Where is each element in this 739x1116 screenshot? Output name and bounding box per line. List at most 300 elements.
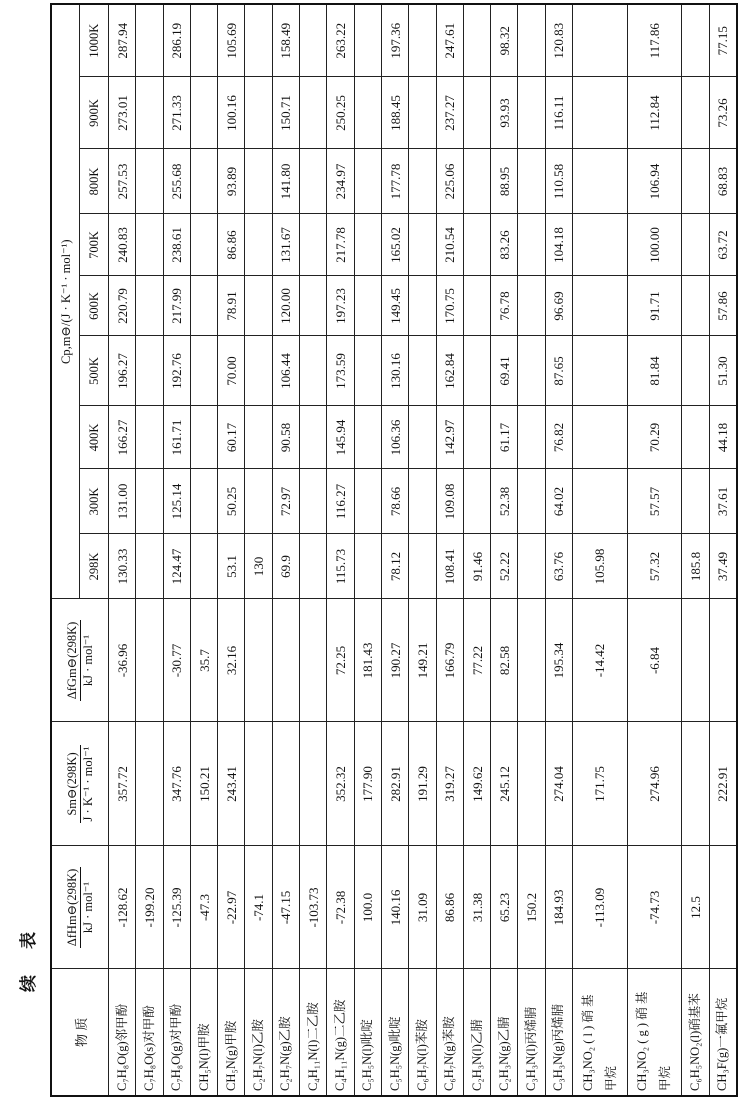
enthalpy-cell: -103.73: [300, 846, 327, 969]
enthalpy-cell: 184.93: [545, 846, 572, 969]
page-title: 续表: [19, 906, 39, 992]
heat-capacity-cell: 52.38: [491, 469, 518, 534]
table-row: [381, 4, 408, 1096]
heat-capacity-cell: 273.01: [109, 77, 136, 149]
heat-capacity-cell: 78.66: [381, 469, 408, 534]
gibbs-cell: 190.27: [381, 599, 408, 722]
entropy-cell: 222.91: [709, 722, 737, 846]
heat-capacity-cell: 78.91: [218, 276, 245, 336]
heat-capacity-cell: [573, 4, 628, 77]
header-temp: 600K: [80, 276, 109, 336]
heat-capacity-cell: 64.02: [545, 469, 572, 534]
heat-capacity-cell: 130.33: [109, 534, 136, 599]
enthalpy-cell: 12.5: [682, 846, 709, 969]
heat-capacity-cell: [682, 336, 709, 406]
heat-capacity-cell: [463, 469, 490, 534]
substance-name: [627, 969, 682, 1096]
header-heat-capacity: Cp,m⊖/(J · K⁻¹ · mol⁻¹): [51, 4, 80, 599]
substance-name: [272, 969, 299, 1096]
heat-capacity-cell: [136, 276, 163, 336]
substance-name-line: C₇H₈O(g)邻甲酚: [114, 1003, 129, 1091]
heat-capacity-cell: [518, 406, 545, 469]
table-row: [272, 4, 299, 1096]
heat-capacity-cell: [573, 276, 628, 336]
heat-capacity-cell: [573, 406, 628, 469]
table-row: [190, 4, 217, 1096]
heat-capacity-cell: 188.45: [381, 77, 408, 149]
heat-capacity-cell: 161.71: [163, 406, 190, 469]
heat-capacity-cell: 197.36: [381, 4, 408, 77]
entropy-cell: [245, 722, 272, 846]
enthalpy-cell: 140.16: [381, 846, 408, 969]
enthalpy-cell: -47.15: [272, 846, 299, 969]
enthalpy-cell: -74.1: [245, 846, 272, 969]
substance-name-line: C₇H₈O(s)对甲酚: [141, 1005, 156, 1091]
substance-name: [327, 969, 354, 1096]
substance-name-line: C₃H₃N(l)丙烯腈: [524, 1006, 539, 1091]
heat-capacity-cell: 72.97: [272, 469, 299, 534]
substance-name-line: C₃H₃N(g)丙烯腈: [551, 1003, 566, 1091]
heat-capacity-cell: [682, 469, 709, 534]
heat-capacity-cell: [354, 336, 381, 406]
entropy-cell: [682, 722, 709, 846]
heat-capacity-cell: [409, 469, 436, 534]
heat-capacity-cell: [190, 534, 217, 599]
heat-capacity-cell: [463, 149, 490, 214]
heat-capacity-cell: 177.78: [381, 149, 408, 214]
heat-capacity-cell: 37.61: [709, 469, 737, 534]
heat-capacity-cell: [136, 77, 163, 149]
header-temp: 700K: [80, 214, 109, 276]
substance-name-line: CH₃NO₂ ( g ) 硝 基: [635, 991, 650, 1091]
header-enthalpy-unit: kJ · mol⁻¹: [80, 881, 95, 934]
heat-capacity-cell: 61.17: [491, 406, 518, 469]
header-entropy-unit: J · K⁻¹ · mol⁻¹: [80, 746, 95, 822]
table-row: [627, 4, 682, 1096]
heat-capacity-cell: [682, 4, 709, 77]
heat-capacity-cell: [245, 4, 272, 77]
substance-name-line: CH₅N(g)甲胺: [223, 1020, 238, 1091]
entropy-cell: 171.75: [573, 722, 628, 846]
heat-capacity-cell: [245, 276, 272, 336]
heat-capacity-cell: 263.22: [327, 4, 354, 77]
heat-capacity-cell: 60.17: [218, 406, 245, 469]
gibbs-cell: 32.16: [218, 599, 245, 722]
heat-capacity-cell: [136, 214, 163, 276]
heat-capacity-cell: 130.16: [381, 336, 408, 406]
heat-capacity-cell: [300, 534, 327, 599]
substance-name-line: C₂H₇N(g)乙胺: [278, 1016, 293, 1091]
heat-capacity-cell: [409, 276, 436, 336]
heat-capacity-cell: 117.86: [627, 4, 682, 77]
heat-capacity-cell: 50.25: [218, 469, 245, 534]
heat-capacity-cell: 220.79: [109, 276, 136, 336]
heat-capacity-cell: 90.58: [272, 406, 299, 469]
heat-capacity-cell: [518, 77, 545, 149]
heat-capacity-cell: [300, 336, 327, 406]
header-entropy-label: Sm⊖(298K): [65, 745, 81, 824]
substance-name: [381, 969, 408, 1096]
heat-capacity-cell: [300, 214, 327, 276]
heat-capacity-cell: [190, 469, 217, 534]
heat-capacity-cell: 217.78: [327, 214, 354, 276]
header-gibbs: [51, 599, 109, 722]
gibbs-cell: 195.34: [545, 599, 572, 722]
substance-name-line: C₄H₁₁N(l)二乙胺: [305, 1002, 320, 1091]
header-gibbs-label: ΔfGm⊖(298K): [64, 621, 79, 700]
heat-capacity-cell: [190, 149, 217, 214]
heat-capacity-cell: 237.27: [436, 77, 463, 149]
heat-capacity-cell: 250.25: [327, 77, 354, 149]
substance-name-line: 甲烷: [658, 1065, 673, 1091]
heat-capacity-cell: 225.06: [436, 149, 463, 214]
substance-name: [545, 969, 572, 1096]
heat-capacity-cell: 149.45: [381, 276, 408, 336]
entropy-cell: 243.41: [218, 722, 245, 846]
substance-name-line: 甲烷: [603, 1065, 618, 1091]
heat-capacity-cell: [409, 214, 436, 276]
heat-capacity-cell: 100.00: [627, 214, 682, 276]
heat-capacity-cell: 115.73: [327, 534, 354, 599]
heat-capacity-cell: 91.46: [463, 534, 490, 599]
heat-capacity-cell: 116.27: [327, 469, 354, 534]
enthalpy-cell: 31.09: [409, 846, 436, 969]
header-temp: 298K: [80, 534, 109, 599]
heat-capacity-cell: 87.65: [545, 336, 572, 406]
heat-capacity-cell: 91.71: [627, 276, 682, 336]
heat-capacity-cell: 120.00: [272, 276, 299, 336]
heat-capacity-cell: [463, 336, 490, 406]
heat-capacity-cell: [136, 336, 163, 406]
enthalpy-cell: -22.97: [218, 846, 245, 969]
heat-capacity-cell: [409, 336, 436, 406]
gibbs-cell: 166.79: [436, 599, 463, 722]
heat-capacity-cell: 83.26: [491, 214, 518, 276]
heat-capacity-cell: 100.16: [218, 77, 245, 149]
heat-capacity-cell: 247.61: [436, 4, 463, 77]
heat-capacity-cell: [573, 469, 628, 534]
substance-name: [218, 969, 245, 1096]
heat-capacity-cell: 105.98: [573, 534, 628, 599]
heat-capacity-cell: [682, 276, 709, 336]
substance-name: [245, 969, 272, 1096]
substance-name-line: CH₅N(l)甲胺: [196, 1023, 211, 1091]
heat-capacity-cell: [354, 534, 381, 599]
heat-capacity-cell: [245, 469, 272, 534]
heat-capacity-cell: [354, 77, 381, 149]
heat-capacity-cell: 105.69: [218, 4, 245, 77]
gibbs-cell: 77.22: [463, 599, 490, 722]
heat-capacity-cell: [300, 276, 327, 336]
table-row: [436, 4, 463, 1096]
heat-capacity-cell: 238.61: [163, 214, 190, 276]
entropy-cell: 177.90: [354, 722, 381, 846]
header-gibbs-unit: kJ · mol⁻¹: [80, 634, 95, 687]
table-row: [327, 4, 354, 1096]
heat-capacity-cell: [518, 276, 545, 336]
heat-capacity-cell: 73.26: [709, 77, 737, 149]
heat-capacity-cell: 142.97: [436, 406, 463, 469]
entropy-cell: 150.21: [190, 722, 217, 846]
heat-capacity-cell: 217.99: [163, 276, 190, 336]
heat-capacity-cell: 165.02: [381, 214, 408, 276]
heat-capacity-cell: [190, 4, 217, 77]
heat-capacity-cell: 52.22: [491, 534, 518, 599]
gibbs-cell: [709, 599, 737, 722]
header-temp: 500K: [80, 336, 109, 406]
heat-capacity-cell: 162.84: [436, 336, 463, 406]
heat-capacity-cell: [300, 149, 327, 214]
entropy-cell: 149.62: [463, 722, 490, 846]
header-substance: 物 质: [51, 969, 109, 1096]
gibbs-cell: [518, 599, 545, 722]
heat-capacity-cell: 76.82: [545, 406, 572, 469]
heat-capacity-cell: [518, 214, 545, 276]
gibbs-cell: 149.21: [409, 599, 436, 722]
substance-name-line: C₅H₅N(g)吡啶: [387, 1016, 402, 1091]
heat-capacity-cell: 170.75: [436, 276, 463, 336]
heat-capacity-cell: [354, 406, 381, 469]
substance-name: [136, 969, 163, 1096]
gibbs-cell: 35.7: [190, 599, 217, 722]
gibbs-cell: -14.42: [573, 599, 628, 722]
heat-capacity-cell: 150.71: [272, 77, 299, 149]
entropy-cell: 191.29: [409, 722, 436, 846]
substance-name: [354, 969, 381, 1096]
heat-capacity-cell: 131.00: [109, 469, 136, 534]
heat-capacity-cell: 173.59: [327, 336, 354, 406]
heat-capacity-cell: [573, 149, 628, 214]
table-row: [545, 4, 572, 1096]
heat-capacity-cell: 63.76: [545, 534, 572, 599]
heat-capacity-cell: [245, 149, 272, 214]
heat-capacity-cell: 53.1: [218, 534, 245, 599]
heat-capacity-cell: [682, 406, 709, 469]
heat-capacity-cell: [190, 214, 217, 276]
header-temp: 300K: [80, 469, 109, 534]
gibbs-cell: 181.43: [354, 599, 381, 722]
enthalpy-cell: -72.38: [327, 846, 354, 969]
heat-capacity-cell: 63.72: [709, 214, 737, 276]
heat-capacity-cell: [682, 214, 709, 276]
entropy-cell: 274.04: [545, 722, 572, 846]
substance-name-line: C₂H₇N(l)乙胺: [251, 1019, 266, 1091]
gibbs-cell: [245, 599, 272, 722]
heat-capacity-cell: [518, 4, 545, 77]
heat-capacity-cell: 109.08: [436, 469, 463, 534]
table-row: [518, 4, 545, 1096]
heat-capacity-cell: 210.54: [436, 214, 463, 276]
heat-capacity-cell: 70.29: [627, 406, 682, 469]
substance-name: [436, 969, 463, 1096]
heat-capacity-cell: 196.27: [109, 336, 136, 406]
heat-capacity-cell: 81.84: [627, 336, 682, 406]
entropy-cell: 282.91: [381, 722, 408, 846]
heat-capacity-cell: 51.30: [709, 336, 737, 406]
enthalpy-cell: -128.62: [109, 846, 136, 969]
heat-capacity-cell: [354, 214, 381, 276]
heat-capacity-cell: 76.78: [491, 276, 518, 336]
heat-capacity-cell: 197.23: [327, 276, 354, 336]
heat-capacity-cell: [463, 4, 490, 77]
heat-capacity-cell: 141.80: [272, 149, 299, 214]
table-row: [136, 4, 163, 1096]
heat-capacity-cell: [409, 406, 436, 469]
enthalpy-cell: -125.39: [163, 846, 190, 969]
heat-capacity-cell: [245, 336, 272, 406]
substance-name-line: CH₃NO₂ ( l ) 硝 基: [580, 994, 595, 1091]
header-enthalpy: [51, 846, 109, 969]
heat-capacity-cell: 120.83: [545, 4, 572, 77]
table-row: [109, 4, 136, 1096]
substance-name-line: C₆H₇N(g)苯胺: [442, 1016, 457, 1091]
enthalpy-cell: 65.23: [491, 846, 518, 969]
heat-capacity-cell: [573, 214, 628, 276]
heat-capacity-cell: [518, 336, 545, 406]
heat-capacity-cell: 130: [245, 534, 272, 599]
heat-capacity-cell: [354, 149, 381, 214]
substance-name: [682, 969, 709, 1096]
heat-capacity-cell: [463, 406, 490, 469]
entropy-cell: 347.76: [163, 722, 190, 846]
entropy-cell: 274.96: [627, 722, 682, 846]
enthalpy-cell: [709, 846, 737, 969]
heat-capacity-cell: 271.33: [163, 77, 190, 149]
heat-capacity-cell: [190, 336, 217, 406]
heat-capacity-cell: [136, 469, 163, 534]
heat-capacity-cell: 257.53: [109, 149, 136, 214]
heat-capacity-cell: [518, 149, 545, 214]
substance-name: [109, 969, 136, 1096]
heat-capacity-cell: 116.11: [545, 77, 572, 149]
heat-capacity-cell: 106.94: [627, 149, 682, 214]
heat-capacity-cell: [573, 336, 628, 406]
gibbs-cell: -6.84: [627, 599, 682, 722]
heat-capacity-cell: [300, 469, 327, 534]
table-row: [354, 4, 381, 1096]
heat-capacity-cell: 255.68: [163, 149, 190, 214]
header-temp: 1000K: [80, 4, 109, 77]
table-row: [491, 4, 518, 1096]
header-temp: 400K: [80, 406, 109, 469]
heat-capacity-cell: [518, 469, 545, 534]
table-row: [300, 4, 327, 1096]
substance-name-line: C₄H₁₁N(g)二乙胺: [333, 999, 348, 1091]
heat-capacity-cell: [409, 4, 436, 77]
heat-capacity-cell: 78.12: [381, 534, 408, 599]
substance-name-line: C₂H₃N(g)乙腈: [496, 1016, 511, 1091]
heat-capacity-cell: 69.9: [272, 534, 299, 599]
enthalpy-cell: 86.86: [436, 846, 463, 969]
heat-capacity-cell: [354, 276, 381, 336]
heat-capacity-cell: [300, 77, 327, 149]
entropy-cell: [272, 722, 299, 846]
heat-capacity-cell: [682, 77, 709, 149]
heat-capacity-cell: 68.83: [709, 149, 737, 214]
gibbs-cell: 72.25: [327, 599, 354, 722]
heat-capacity-cell: [573, 77, 628, 149]
header-temp: 800K: [80, 149, 109, 214]
header-enthalpy-label: ΔfHm⊖(298K): [64, 868, 79, 947]
heat-capacity-cell: 88.95: [491, 149, 518, 214]
entropy-cell: 319.27: [436, 722, 463, 846]
entropy-cell: [518, 722, 545, 846]
heat-capacity-cell: 106.44: [272, 336, 299, 406]
heat-capacity-cell: 108.41: [436, 534, 463, 599]
enthalpy-cell: -199.20: [136, 846, 163, 969]
entropy-cell: 245.12: [491, 722, 518, 846]
heat-capacity-cell: [354, 469, 381, 534]
heat-capacity-cell: 37.49: [709, 534, 737, 599]
gibbs-cell: [682, 599, 709, 722]
substance-name: [463, 969, 490, 1096]
table-row: [573, 4, 628, 1096]
entropy-cell: 352.32: [327, 722, 354, 846]
table-row: [409, 4, 436, 1096]
heat-capacity-cell: [190, 406, 217, 469]
substance-name: [409, 969, 436, 1096]
heat-capacity-cell: 69.41: [491, 336, 518, 406]
table-row: [163, 4, 190, 1096]
heat-capacity-cell: 104.18: [545, 214, 572, 276]
heat-capacity-cell: 93.93: [491, 77, 518, 149]
table-row: [218, 4, 245, 1096]
gibbs-cell: -30.77: [163, 599, 190, 722]
substance-name-line: C₆H₇N(l)苯胺: [414, 1019, 429, 1091]
heat-capacity-cell: [409, 77, 436, 149]
substance-name-line: C₂H₃N(l)乙腈: [469, 1019, 484, 1091]
heat-capacity-cell: 158.49: [272, 4, 299, 77]
heat-capacity-cell: [190, 276, 217, 336]
entropy-cell: [136, 722, 163, 846]
enthalpy-cell: -113.09: [573, 846, 628, 969]
gibbs-cell: -36.96: [109, 599, 136, 722]
heat-capacity-cell: [136, 4, 163, 77]
heat-capacity-cell: 86.86: [218, 214, 245, 276]
heat-capacity-cell: [354, 4, 381, 77]
heat-capacity-cell: 93.89: [218, 149, 245, 214]
heat-capacity-cell: [300, 406, 327, 469]
heat-capacity-cell: 106.36: [381, 406, 408, 469]
heat-capacity-cell: 57.57: [627, 469, 682, 534]
gibbs-cell: 82.58: [491, 599, 518, 722]
gibbs-cell: [300, 599, 327, 722]
heat-capacity-cell: [136, 406, 163, 469]
header-entropy: [51, 722, 109, 846]
heat-capacity-cell: 166.27: [109, 406, 136, 469]
heat-capacity-cell: [463, 214, 490, 276]
substance-name: [300, 969, 327, 1096]
table-row: [682, 4, 709, 1096]
heat-capacity-cell: [463, 276, 490, 336]
substance-name: [573, 969, 628, 1096]
heat-capacity-cell: [245, 77, 272, 149]
heat-capacity-cell: 77.15: [709, 4, 737, 77]
heat-capacity-cell: [300, 4, 327, 77]
heat-capacity-cell: [245, 214, 272, 276]
substance-name-line: C₆H₅NO₂(l)硝基苯: [687, 993, 702, 1091]
substance-name: [190, 969, 217, 1096]
enthalpy-cell: 100.0: [354, 846, 381, 969]
heat-capacity-cell: 44.18: [709, 406, 737, 469]
enthalpy-cell: -74.73: [627, 846, 682, 969]
heat-capacity-cell: [190, 77, 217, 149]
enthalpy-cell: -47.3: [190, 846, 217, 969]
heat-capacity-cell: [136, 534, 163, 599]
entropy-cell: [300, 722, 327, 846]
heat-capacity-cell: [409, 149, 436, 214]
gibbs-cell: [136, 599, 163, 722]
